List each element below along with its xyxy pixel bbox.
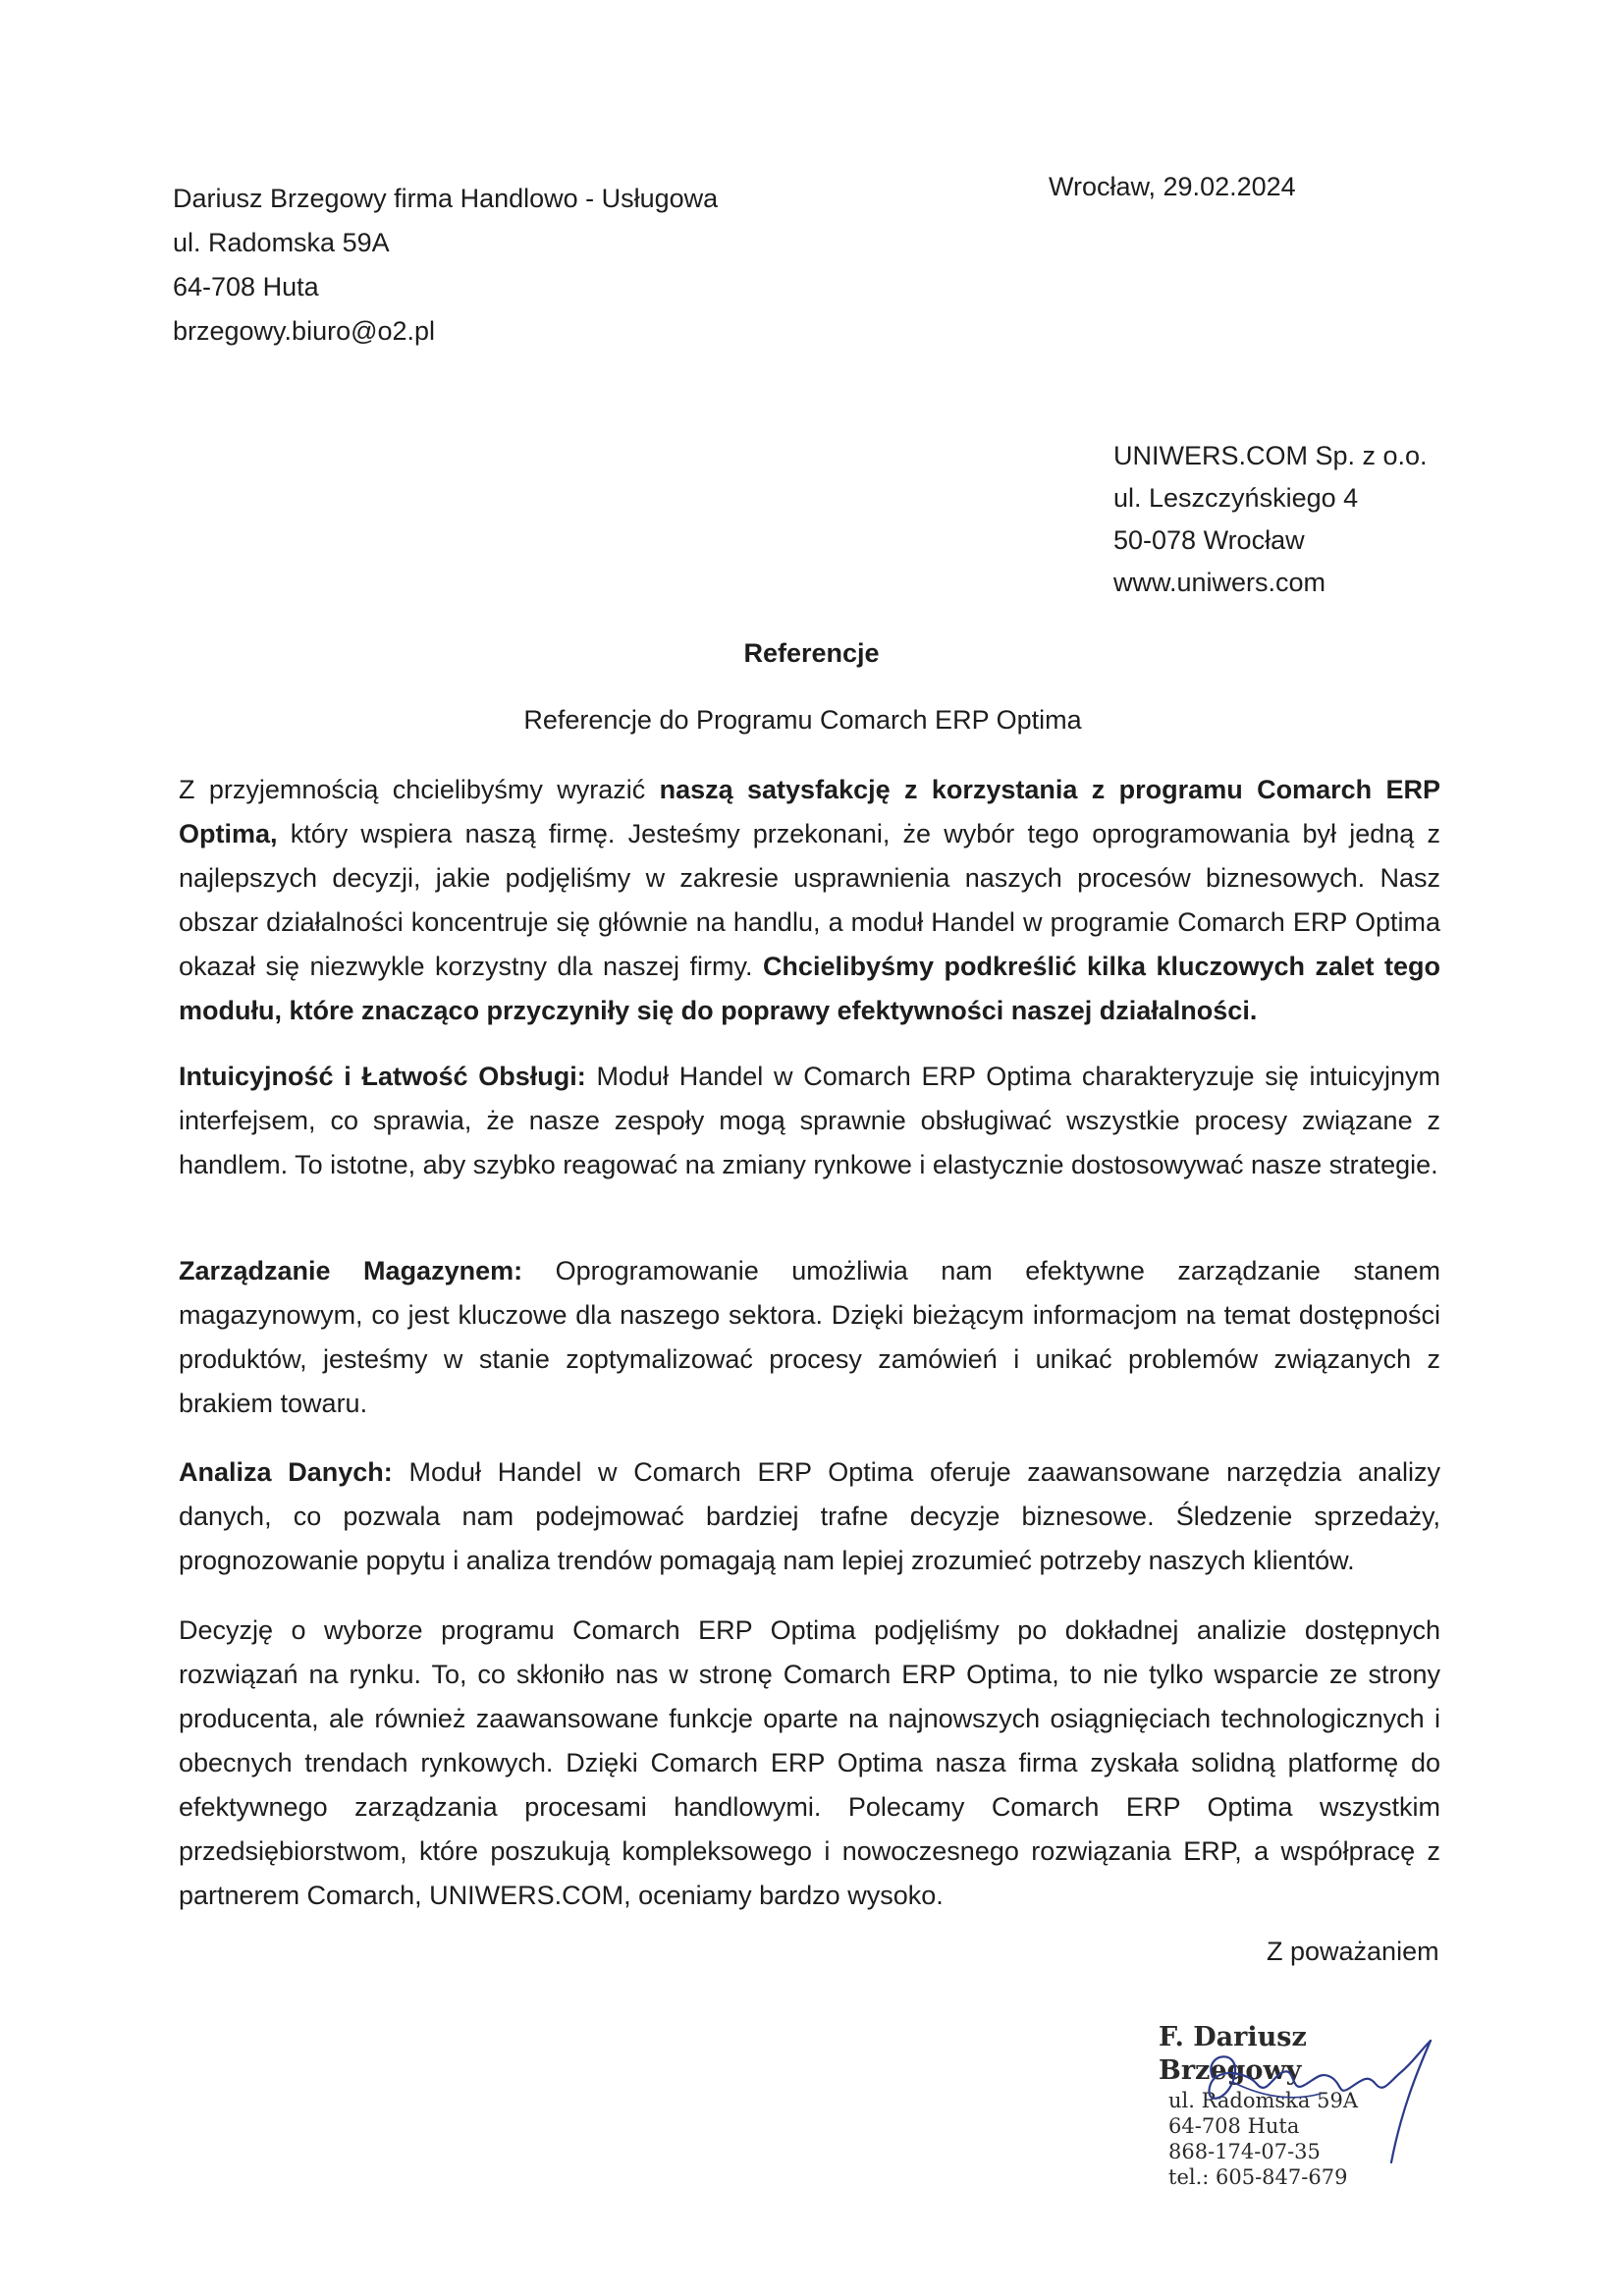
handwritten-signature [1173,2023,1438,2170]
recipient-address-block [1113,435,1428,604]
section-text: Moduł Handel w Comarch ERP Optima charakteryzuje się intuicyjnym interfejsem, co sprawia, że nasze zespoły mogą sprawnie obsługiwać wszystkie procesy związane z handlem. To istotne, aby szybko reagować na zmiany rynkowe i elastycznie dostosowywać nasze strategie. [179,1062,1440,1179]
letter-date: Wrocław, 29.02.2024 [1049,172,1296,201]
intro-text-1: Z przyjemnością chcielibyśmy wyrazić [179,775,660,804]
intro-bold-1: naszą satysfakcję z korzystania z programu Comarch ERP Optima, [179,775,1440,848]
closing-salutation: Z poważaniem [1267,1937,1439,1966]
sender-city: 64-708 Huta [173,272,319,301]
recipient-street: ul. Leszczyńskiego 4 [1113,483,1359,513]
stamp-phone: tel.: 605-847-679 [1168,2165,1348,2189]
conclusion-paragraph: Decyzję o wyborze programu Comarch ERP Optima podjęliśmy po dokładnej analizie dostępnych rozwiązań na rynku. To, co skłoniło nas w stronę Comarch ERP Optima, to nie tylko wsparcie ze strony producenta, ale również zaawansowane funkcje oparte na najnowszych osiągnięciach technologicznych i obecnych trendach rynkowych. Dzięki Comarch ERP Optima nasza firma zyskała solidną platformę do efektywnego zarządzania procesami handlowymi. Polecamy Comarch ERP Optima wszystkim przedsiębiorstwom, które poszukują kompleksowego i nowoczesnego rozwiązania ERP, a współpracę z partnerem Comarch, UNIWERS.COM, oceniamy bardzo wysoko. [179,1615,1440,1910]
sender-name: Dariusz Brzegowy firma Handlowo - Usługowa [173,184,719,213]
section-text: Moduł Handel w Comarch ERP Optima oferuje zaawansowane narzędzia analizy danych, co pozwala nam podejmować bardziej trafne decyzje biznesowe. Śledzenie sprzedaży, prognozowanie popytu i analiza trendów pomagają nam lepiej zrozumieć potrzeby naszych klientów. [179,1457,1440,1575]
stamp-nip: 868-174-07-35 [1168,2140,1321,2163]
section-paragraph-warehouse [179,1249,1440,1426]
section-text: Oprogramowanie umożliwia nam efektywne zarządzanie stanem magazynowym, co jest kluczowe dla naszego sektora. Dzięki bieżącym informacjom na temat dostępności produktów, jesteśmy w stanie zoptymalizować procesy zamówień i unikać problemów związanych z brakiem towaru. [179,1256,1440,1418]
section-label: Zarządzanie Magazynem: [179,1256,523,1285]
sender-address-block [173,177,718,354]
stamp-street: ul. Radomska 59A [1168,2089,1358,2112]
sender-email: brzegowy.biuro@o2.pl [173,316,436,346]
intro-paragraph [179,768,1440,1033]
letter-subject: Referencje do Programu Comarch ERP Optima [523,705,1082,735]
sender-street: ul. Radomska 59A [173,228,390,257]
recipient-company: UNIWERS.COM Sp. z o.o. [1113,441,1428,470]
recipient-city: 50-078 Wrocław [1113,525,1305,555]
section-paragraph-usability [179,1055,1440,1187]
stamp-name: F. Dariusz Brzegowy [1159,2022,1307,2086]
section-label: Intuicyjność i Łatwość Obsługi: [179,1062,586,1091]
recipient-website: www.uniwers.com [1113,568,1326,597]
section-label: Analiza Danych: [179,1457,393,1487]
stamp-city: 64-708 Huta [1168,2114,1300,2138]
intro-bold-2: Chcielibyśmy podkreślić kilka kluczowych zalet tego modułu, które znacząco przyczyniły się do poprawy efektywności naszej działalności. [179,952,1440,1025]
section-paragraph-analytics [179,1450,1440,1583]
intro-text-2: który wspiera naszą firmę. Jesteśmy przekonani, że wybór tego oprogramowania był jedną z najlepszych decyzji, jakie podjęliśmy w zakresie usprawnienia naszych procesów biznesowych. Nasz obszar działalności koncentruje się głównie na handlu, a moduł Handel w programie Comarch ERP Optima okazał się niezwykle korzystny dla naszej firmy. [179,819,1440,981]
letter-heading: Referencje [743,638,880,668]
